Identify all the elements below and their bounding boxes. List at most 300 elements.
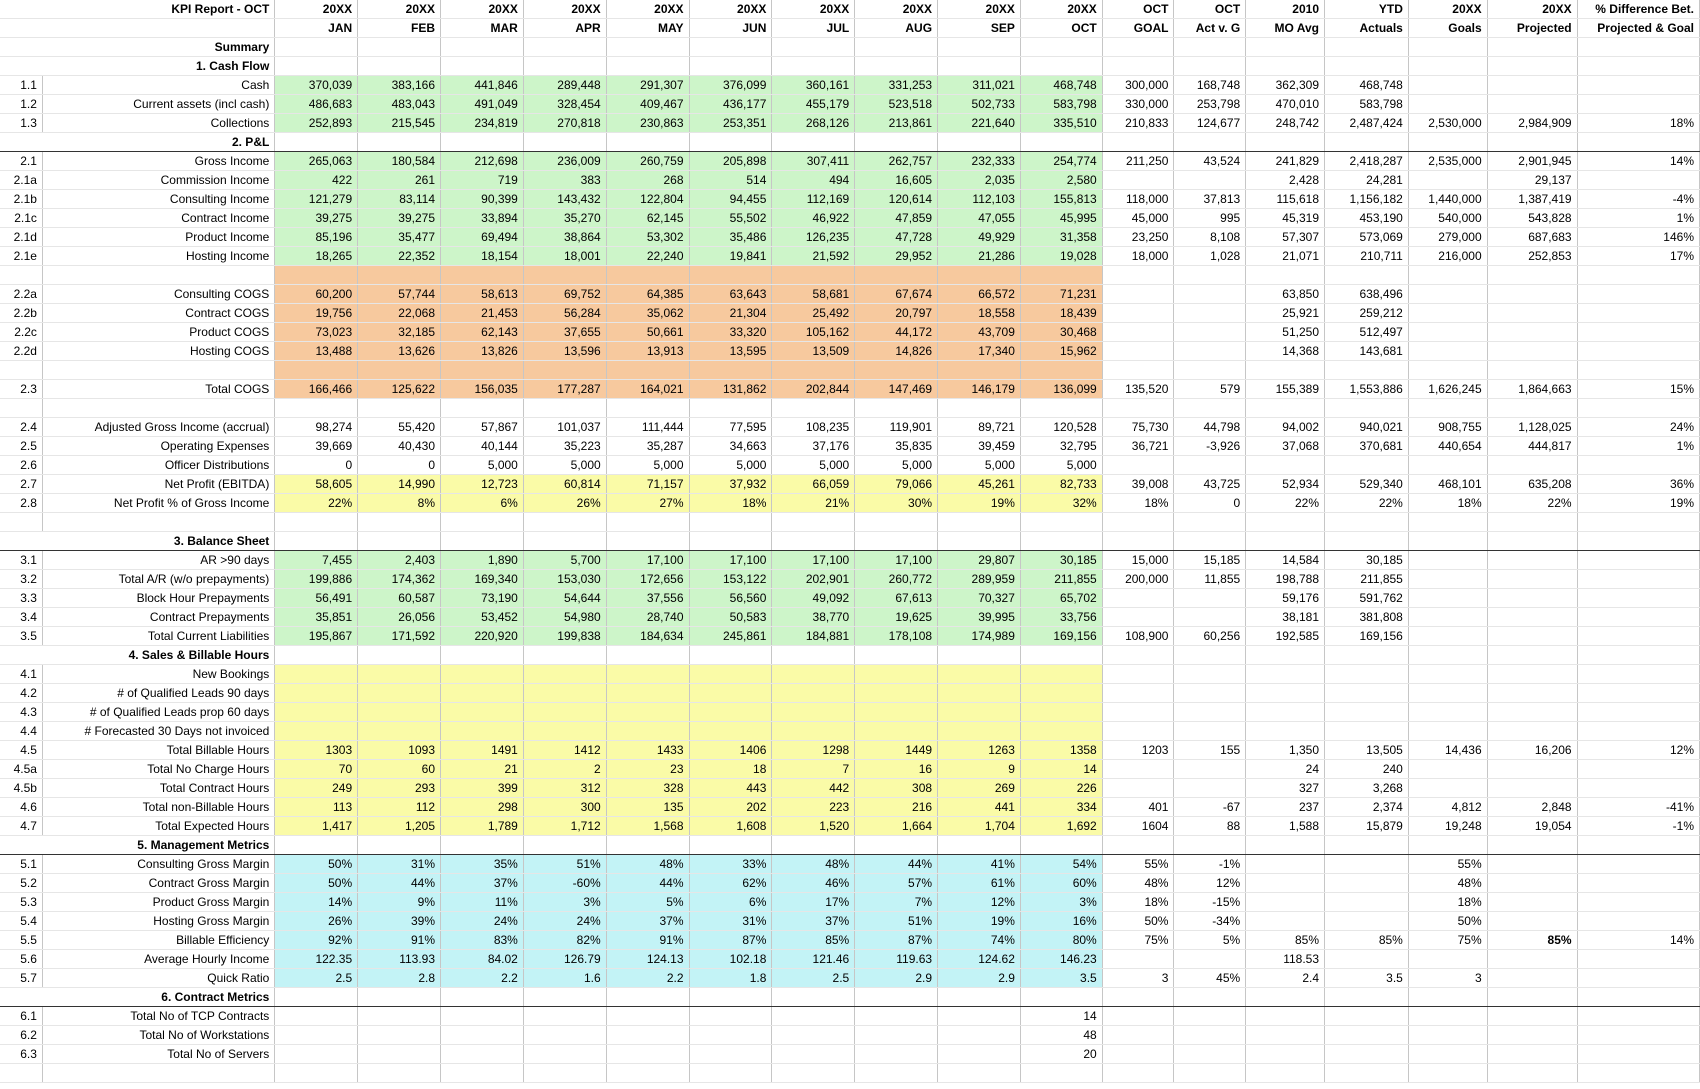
row-label[interactable]: Total No of TCP Contracts [42,1007,274,1026]
table-cell[interactable]: 491,049 [441,95,524,114]
table-cell[interactable] [1487,285,1577,304]
table-cell[interactable] [1102,950,1174,969]
row-number[interactable]: 3.2 [0,570,42,589]
empty-cell[interactable] [1102,361,1174,380]
table-cell[interactable] [855,684,938,703]
table-cell[interactable]: 443 [689,779,772,798]
row-number[interactable]: 5.2 [0,874,42,893]
table-cell[interactable]: 105,162 [772,323,855,342]
table-cell[interactable]: 5% [606,893,689,912]
empty-cell[interactable] [938,532,1021,551]
table-cell[interactable]: 16% [1020,912,1102,931]
empty-cell[interactable] [523,532,606,551]
table-cell[interactable]: 98,274 [275,418,358,437]
table-cell[interactable]: 14% [1577,152,1699,171]
empty-cell[interactable] [772,1064,855,1083]
table-cell[interactable]: 13,826 [441,342,524,361]
empty-cell[interactable] [441,836,524,855]
table-cell[interactable]: 35,486 [689,228,772,247]
empty-cell[interactable] [1174,532,1246,551]
table-cell[interactable]: 32,795 [1020,437,1102,456]
table-cell[interactable]: 1,704 [938,817,1021,836]
table-cell[interactable]: 268 [606,171,689,190]
empty-cell[interactable] [772,38,855,57]
table-cell[interactable]: 19,028 [1020,247,1102,266]
table-cell[interactable]: 169,156 [1020,627,1102,646]
row-number[interactable]: 2.8 [0,494,42,513]
table-cell[interactable] [1174,456,1246,475]
table-cell[interactable]: 108,900 [1102,627,1174,646]
empty-cell[interactable] [1325,836,1409,855]
table-cell[interactable] [1246,1026,1325,1045]
table-cell[interactable] [523,703,606,722]
table-cell[interactable]: 253,351 [689,114,772,133]
table-cell[interactable] [1174,1026,1246,1045]
table-cell[interactable]: 4,812 [1408,798,1487,817]
table-cell[interactable]: 226 [1020,779,1102,798]
empty-cell[interactable] [1577,361,1699,380]
empty-cell[interactable] [1246,532,1325,551]
table-cell[interactable]: 210,711 [1325,247,1409,266]
table-cell[interactable] [606,665,689,684]
table-cell[interactable]: 113 [275,798,358,817]
table-cell[interactable]: 220,920 [441,627,524,646]
table-cell[interactable]: 35,062 [606,304,689,323]
table-cell[interactable]: 3.5 [1325,969,1409,988]
table-cell[interactable]: 5,000 [855,456,938,475]
table-cell[interactable]: 289,959 [938,570,1021,589]
empty-cell[interactable] [772,988,855,1007]
table-cell[interactable] [938,1045,1021,1064]
table-cell[interactable]: 468,748 [1325,76,1409,95]
table-cell[interactable]: 1263 [938,741,1021,760]
table-cell[interactable]: 49,092 [772,589,855,608]
table-cell[interactable]: 468,748 [1020,76,1102,95]
empty-cell[interactable] [689,836,772,855]
table-cell[interactable] [1102,1026,1174,1045]
table-cell[interactable]: -34% [1174,912,1246,931]
table-cell[interactable]: 442 [772,779,855,798]
table-cell[interactable] [441,665,524,684]
column-header-bottom[interactable]: MO Avg [1246,19,1325,38]
column-header-top[interactable]: YTD [1325,0,1409,19]
column-header-top[interactable]: 20XX [938,0,1021,19]
table-cell[interactable]: 13,596 [523,342,606,361]
table-cell[interactable]: 210,833 [1102,114,1174,133]
table-cell[interactable] [1174,285,1246,304]
table-cell[interactable]: 164,021 [606,380,689,399]
table-cell[interactable]: 308 [855,779,938,798]
table-cell[interactable] [275,665,358,684]
table-cell[interactable]: 31% [689,912,772,931]
table-cell[interactable]: 156,035 [441,380,524,399]
table-cell[interactable]: 39,275 [358,209,441,228]
empty-cell[interactable] [0,361,42,380]
row-number[interactable]: 4.3 [0,703,42,722]
table-cell[interactable] [523,722,606,741]
row-number[interactable]: 5.6 [0,950,42,969]
table-cell[interactable] [606,1007,689,1026]
empty-cell[interactable] [1020,38,1102,57]
row-label[interactable]: Consulting Gross Margin [42,855,274,874]
table-cell[interactable]: 3 [1408,969,1487,988]
table-cell[interactable] [275,1026,358,1045]
table-cell[interactable]: 135,520 [1102,380,1174,399]
table-cell[interactable]: 44% [855,855,938,874]
empty-cell[interactable] [606,399,689,418]
table-cell[interactable]: 124,677 [1174,114,1246,133]
table-cell[interactable]: 440,654 [1408,437,1487,456]
empty-cell[interactable] [1020,836,1102,855]
empty-cell[interactable] [275,513,358,532]
table-cell[interactable]: 53,302 [606,228,689,247]
table-cell[interactable] [1246,703,1325,722]
table-cell[interactable] [1408,76,1487,95]
table-cell[interactable]: 18,265 [275,247,358,266]
empty-cell[interactable] [42,399,274,418]
table-cell[interactable] [1408,779,1487,798]
empty-cell[interactable] [689,1064,772,1083]
empty-cell[interactable] [275,1064,358,1083]
table-cell[interactable] [938,684,1021,703]
table-cell[interactable]: 48 [1020,1026,1102,1045]
empty-cell[interactable] [1102,57,1174,76]
empty-cell[interactable] [358,836,441,855]
empty-cell[interactable] [523,361,606,380]
table-cell[interactable]: 62,145 [606,209,689,228]
row-label[interactable]: Contract Gross Margin [42,874,274,893]
table-cell[interactable] [441,684,524,703]
row-label[interactable]: Average Hourly Income [42,950,274,969]
table-cell[interactable]: 1093 [358,741,441,760]
empty-cell[interactable] [938,836,1021,855]
row-number[interactable]: 2.6 [0,456,42,475]
table-cell[interactable] [1577,950,1699,969]
row-label[interactable]: Current assets (incl cash) [42,95,274,114]
table-cell[interactable]: 211,855 [1020,570,1102,589]
table-cell[interactable]: 29,952 [855,247,938,266]
empty-cell[interactable] [1487,266,1577,285]
table-cell[interactable]: 2,374 [1325,798,1409,817]
table-cell[interactable]: 298 [441,798,524,817]
empty-cell[interactable] [1408,646,1487,665]
table-cell[interactable]: 39,008 [1102,475,1174,494]
table-cell[interactable]: 24 [1246,760,1325,779]
table-cell[interactable]: 221,640 [938,114,1021,133]
empty-cell[interactable] [441,1064,524,1083]
empty-cell[interactable] [1487,57,1577,76]
empty-cell[interactable] [938,133,1021,152]
empty-cell[interactable] [1487,133,1577,152]
empty-cell[interactable] [1408,266,1487,285]
table-cell[interactable]: 14,368 [1246,342,1325,361]
row-number[interactable]: 4.5b [0,779,42,798]
table-cell[interactable] [938,1026,1021,1045]
table-cell[interactable]: 3% [1020,893,1102,912]
table-cell[interactable] [358,1045,441,1064]
table-cell[interactable]: 291,307 [606,76,689,95]
table-cell[interactable]: 30,185 [1020,551,1102,570]
table-cell[interactable] [1577,722,1699,741]
table-cell[interactable]: 112,103 [938,190,1021,209]
row-number[interactable]: 4.1 [0,665,42,684]
empty-cell[interactable] [938,1064,1021,1083]
table-cell[interactable]: 223 [772,798,855,817]
table-cell[interactable]: 523,518 [855,95,938,114]
row-number[interactable]: 4.4 [0,722,42,741]
table-cell[interactable]: -1% [1577,817,1699,836]
table-cell[interactable] [1174,760,1246,779]
empty-cell[interactable] [1487,532,1577,551]
empty-cell[interactable] [855,133,938,152]
table-cell[interactable]: 383 [523,171,606,190]
empty-cell[interactable] [1174,836,1246,855]
table-cell[interactable]: 399 [441,779,524,798]
column-header-top[interactable]: 20XX [855,0,938,19]
row-number[interactable]: 1.1 [0,76,42,95]
empty-cell[interactable] [275,57,358,76]
table-cell[interactable]: 23 [606,760,689,779]
table-cell[interactable]: 252,853 [1487,247,1577,266]
table-cell[interactable]: 35,851 [275,608,358,627]
empty-cell[interactable] [42,1064,274,1083]
row-number[interactable]: 6.3 [0,1045,42,1064]
table-cell[interactable] [1020,665,1102,684]
table-cell[interactable]: 0 [358,456,441,475]
empty-cell[interactable] [772,361,855,380]
table-cell[interactable]: 213,861 [855,114,938,133]
row-label[interactable]: Total Contract Hours [42,779,274,798]
empty-cell[interactable] [606,532,689,551]
table-cell[interactable]: 18% [689,494,772,513]
table-cell[interactable]: 94,455 [689,190,772,209]
row-label[interactable]: Consulting Income [42,190,274,209]
empty-cell[interactable] [938,646,1021,665]
table-cell[interactable]: 40,430 [358,437,441,456]
table-cell[interactable] [1102,456,1174,475]
table-cell[interactable]: 35,287 [606,437,689,456]
table-cell[interactable]: 102.18 [689,950,772,969]
table-cell[interactable]: 62% [689,874,772,893]
row-number[interactable]: 2.1 [0,152,42,171]
row-number[interactable]: 2.1e [0,247,42,266]
table-cell[interactable] [275,1007,358,1026]
table-cell[interactable]: 38,864 [523,228,606,247]
table-cell[interactable]: 455,179 [772,95,855,114]
table-cell[interactable] [1020,684,1102,703]
column-header-bottom[interactable]: Projected & Goal [1577,19,1699,38]
row-number[interactable]: 2.3 [0,380,42,399]
table-cell[interactable]: 48% [772,855,855,874]
empty-cell[interactable] [358,1064,441,1083]
table-cell[interactable]: 67,613 [855,589,938,608]
table-cell[interactable]: 46,922 [772,209,855,228]
table-cell[interactable] [523,1045,606,1064]
table-cell[interactable]: 5,700 [523,551,606,570]
table-cell[interactable]: 202,844 [772,380,855,399]
table-cell[interactable] [1408,703,1487,722]
table-cell[interactable] [523,665,606,684]
table-cell[interactable] [1102,1007,1174,1026]
table-cell[interactable]: 38,770 [772,608,855,627]
table-cell[interactable] [1174,665,1246,684]
table-cell[interactable]: 5,000 [772,456,855,475]
empty-cell[interactable] [855,1064,938,1083]
table-cell[interactable]: 89,721 [938,418,1021,437]
table-cell[interactable]: 1.6 [523,969,606,988]
table-cell[interactable]: 8% [358,494,441,513]
table-cell[interactable]: 22% [1246,494,1325,513]
table-cell[interactable]: 31,358 [1020,228,1102,247]
table-cell[interactable]: 37% [606,912,689,931]
table-cell[interactable] [1102,589,1174,608]
row-number[interactable]: 2.1d [0,228,42,247]
table-cell[interactable] [1577,912,1699,931]
table-cell[interactable] [1174,589,1246,608]
table-cell[interactable] [1408,608,1487,627]
empty-cell[interactable] [1325,399,1409,418]
table-cell[interactable]: 19,625 [855,608,938,627]
table-cell[interactable]: 0 [1174,494,1246,513]
row-label[interactable]: Net Profit % of Gross Income [42,494,274,513]
table-cell[interactable]: 2,535,000 [1408,152,1487,171]
empty-cell[interactable] [1577,532,1699,551]
table-cell[interactable]: 18,439 [1020,304,1102,323]
table-cell[interactable]: 50,661 [606,323,689,342]
table-cell[interactable]: 230,863 [606,114,689,133]
table-cell[interactable]: 1,864,663 [1487,380,1577,399]
row-number[interactable]: 2.2c [0,323,42,342]
table-cell[interactable] [1577,342,1699,361]
table-cell[interactable]: 35,477 [358,228,441,247]
table-cell[interactable]: 436,177 [689,95,772,114]
empty-cell[interactable] [358,266,441,285]
table-cell[interactable]: 37,655 [523,323,606,342]
table-cell[interactable] [855,1007,938,1026]
table-cell[interactable]: 27% [606,494,689,513]
table-cell[interactable]: 9 [938,760,1021,779]
table-cell[interactable] [1408,323,1487,342]
table-cell[interactable] [938,703,1021,722]
table-cell[interactable]: 212,698 [441,152,524,171]
table-cell[interactable]: 19% [938,912,1021,931]
table-cell[interactable]: 66,059 [772,475,855,494]
table-cell[interactable]: 90,399 [441,190,524,209]
empty-cell[interactable] [606,836,689,855]
table-cell[interactable]: 55,502 [689,209,772,228]
table-cell[interactable]: 50% [1408,912,1487,931]
row-number[interactable]: 3.3 [0,589,42,608]
empty-cell[interactable] [441,399,524,418]
row-number[interactable]: 2.7 [0,475,42,494]
table-cell[interactable]: 19,248 [1408,817,1487,836]
table-cell[interactable] [1487,1026,1577,1045]
table-cell[interactable]: 47,055 [938,209,1021,228]
table-cell[interactable]: 15,000 [1102,551,1174,570]
row-label[interactable]: # Forecasted 30 Days not invoiced [42,722,274,741]
table-cell[interactable] [689,1007,772,1026]
table-cell[interactable]: 15,185 [1174,551,1246,570]
empty-cell[interactable] [1487,361,1577,380]
column-header-bottom[interactable]: AUG [855,19,938,38]
table-cell[interactable]: 260,759 [606,152,689,171]
table-cell[interactable]: 15,962 [1020,342,1102,361]
table-cell[interactable]: 37,932 [689,475,772,494]
table-cell[interactable]: 1,692 [1020,817,1102,836]
empty-cell[interactable] [1577,513,1699,532]
empty-cell[interactable] [606,988,689,1007]
empty-cell[interactable] [1174,133,1246,152]
table-cell[interactable]: -60% [523,874,606,893]
empty-cell[interactable] [275,361,358,380]
table-cell[interactable]: 376,099 [689,76,772,95]
table-cell[interactable]: 18% [1408,893,1487,912]
column-header-bottom[interactable]: JUN [689,19,772,38]
table-cell[interactable] [441,722,524,741]
table-cell[interactable]: 38,181 [1246,608,1325,627]
table-cell[interactable]: 14,990 [358,475,441,494]
table-cell[interactable]: 43,524 [1174,152,1246,171]
table-cell[interactable] [1408,722,1487,741]
empty-cell[interactable] [1577,399,1699,418]
table-cell[interactable]: 35% [441,855,524,874]
table-cell[interactable] [689,684,772,703]
table-cell[interactable]: 82% [523,931,606,950]
empty-cell[interactable] [523,133,606,152]
table-cell[interactable] [1325,703,1409,722]
table-cell[interactable]: 13,626 [358,342,441,361]
table-cell[interactable]: 124.13 [606,950,689,969]
table-cell[interactable] [1577,608,1699,627]
column-header-top[interactable]: 20XX [275,0,358,19]
table-cell[interactable] [1174,722,1246,741]
table-cell[interactable]: 441,846 [441,76,524,95]
empty-cell[interactable] [275,646,358,665]
empty-cell[interactable] [689,57,772,76]
table-cell[interactable]: 39,669 [275,437,358,456]
empty-cell[interactable] [523,399,606,418]
row-label[interactable]: New Bookings [42,665,274,684]
table-cell[interactable]: 3.5 [1020,969,1102,988]
row-label[interactable]: AR >90 days [42,551,274,570]
table-cell[interactable] [1577,589,1699,608]
table-cell[interactable]: 2,428 [1246,171,1325,190]
empty-cell[interactable] [0,266,42,285]
table-cell[interactable]: 67,674 [855,285,938,304]
table-cell[interactable]: 108,235 [772,418,855,437]
table-cell[interactable]: 18% [1408,494,1487,513]
table-cell[interactable]: 85% [1246,931,1325,950]
row-number[interactable]: 5.7 [0,969,42,988]
table-cell[interactable] [1020,722,1102,741]
table-cell[interactable]: 18% [1577,114,1699,133]
table-cell[interactable]: 19,841 [689,247,772,266]
table-cell[interactable] [689,722,772,741]
table-cell[interactable]: 383,166 [358,76,441,95]
table-cell[interactable]: 2.5 [275,969,358,988]
table-cell[interactable]: 84.02 [441,950,524,969]
row-number[interactable]: 2.2d [0,342,42,361]
empty-cell[interactable] [938,399,1021,418]
table-cell[interactable]: 202,901 [772,570,855,589]
table-cell[interactable]: 14 [1020,760,1102,779]
table-cell[interactable]: 45,319 [1246,209,1325,228]
row-label[interactable]: Block Hour Prepayments [42,589,274,608]
table-cell[interactable]: 56,284 [523,304,606,323]
table-cell[interactable] [772,684,855,703]
table-cell[interactable]: 119.63 [855,950,938,969]
table-cell[interactable]: 2.4 [1246,969,1325,988]
